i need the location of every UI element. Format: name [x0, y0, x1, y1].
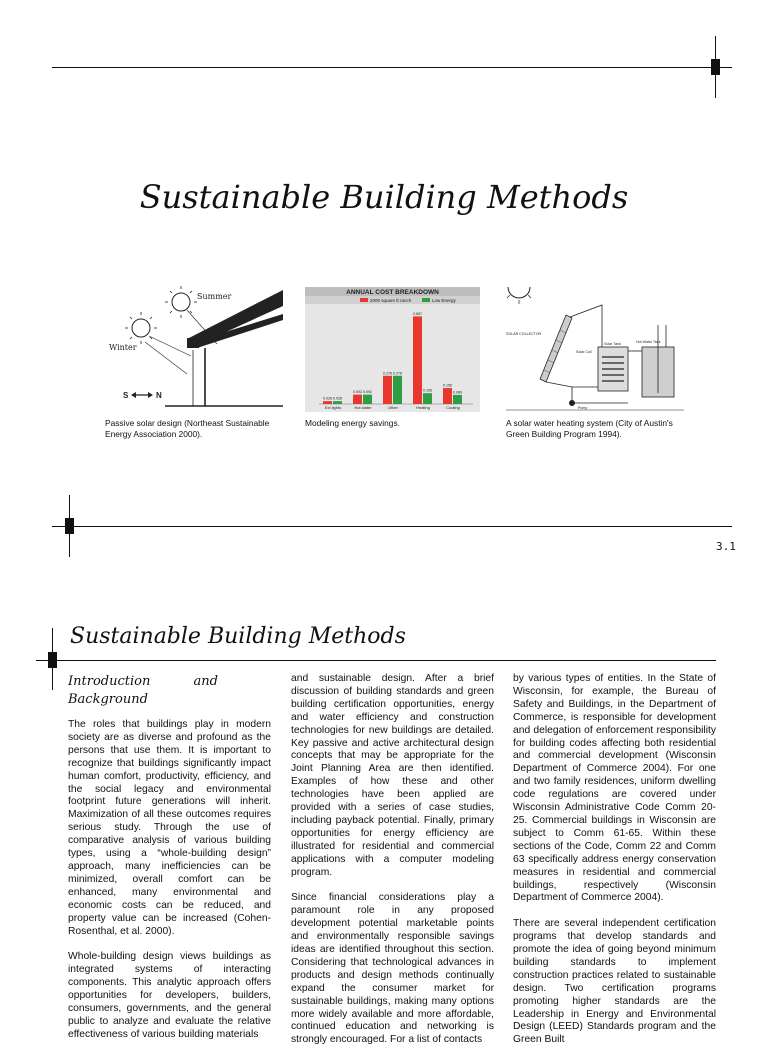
legend-label-series-1: 2000 square ft ranch: [370, 298, 412, 303]
col2-paragraph: Since financial considerations play a paramount role in any proposed development potential marketable points and environmentally responsible savings ideas are identified throughout this section. Considering that technological advances in products and design methods continually expand the consumer market for sustainable buildings, making many options more widely available and more affordable, continued education and networking is strongly encouraged. For a list of contacts: [291, 892, 494, 1046]
summer-sun-icon: [165, 286, 197, 318]
bar-2-cooling: [453, 395, 462, 404]
south-label: S: [123, 391, 129, 400]
winter-sun-icon: [125, 312, 157, 344]
category-tick-label: Other: [387, 405, 399, 410]
legend-label-series-2: Low Energy: [432, 298, 456, 303]
legend-swatch-series-2: [422, 298, 430, 302]
bar-value-label: 0.092: [363, 390, 372, 395]
figure-passive-solar: [105, 284, 285, 414]
solar-water-heating-diagram: [506, 285, 684, 412]
bar-value-label: 0.156: [443, 383, 452, 388]
annual-cost-chart: [305, 287, 480, 412]
category-tick-label: Cooling: [446, 405, 460, 410]
pump-label: Pump: [578, 406, 588, 410]
bar-value-label: 0.857: [413, 311, 422, 316]
bar-value-label: 0.276: [393, 371, 402, 376]
section-subheading: Introduction and Background: [68, 674, 218, 707]
registration-block-top-right: [711, 59, 720, 75]
bar-1-ext-lights: [323, 401, 332, 404]
col3-paragraph: by various types of entities. In the State of Wisconsin, for example, the Bureau of Safety and Buildings, in the Department of Commerce, is responsible for development and delegation of enforcement responsibility for building codes affecting both residential and commercial development (Wisconsin Department of Commerce 2004). For one and two family residences, uniform dwelling code regulations are covered under Wisconsin Administrative Code Comm 20-25. Commercial buildings in Wisconsin are subject to Comm 61-65. Within these sections of the Code, Comm 22 and Comm 63 specifically address energy conservation measures in residential and commercial buildings, respectively (Wisconsin Department of Commerce 2004).: [513, 673, 716, 904]
bar-value-label: 0.276: [383, 371, 392, 376]
column-2: [291, 673, 494, 1060]
column-1: [68, 673, 271, 1055]
page-number: 3.1: [716, 540, 736, 553]
solar-tank-label: Solar Tank: [604, 342, 621, 346]
bar-2-ext-lights: [333, 401, 342, 404]
caption-solar-water-heating: A solar water heating system (City of Austin's Green Building Program 1994).: [506, 418, 673, 439]
bar-value-label: 0.089: [453, 390, 462, 395]
bar-2-other: [393, 376, 402, 404]
bar-1-other: [383, 376, 392, 404]
page-2-rule: [36, 660, 716, 661]
collector-label: SOLAR COLLECTOR: [506, 332, 542, 336]
bar-1-hot-water: [353, 395, 362, 404]
summer-label: Summer: [197, 292, 232, 301]
category-tick-label: Hot water: [354, 405, 372, 410]
bar-2-hot-water: [363, 395, 372, 404]
caption-passive-solar: Passive solar design (Northeast Sustainable Energy Association 2000).: [105, 418, 270, 439]
col1-paragraph: Whole-building design views buildings as integrated systems of interacting components. This analytic approach offers opportunities for developers, builders, consumers, governments, and the general public to analyze and evaluate the relative effectiveness of various building materials: [68, 951, 271, 1040]
bar-value-label: 0.106: [423, 388, 432, 393]
bar-1-heating: [413, 316, 422, 404]
chart-title: ANNUAL COST BREAKDOWN: [346, 289, 439, 296]
legend-swatch-series-1: [360, 298, 368, 302]
figure-energy-chart: [305, 287, 480, 412]
page-2-title: Sustainable Building Methods: [70, 624, 406, 649]
pump-icon: [569, 400, 575, 406]
category-tick-label: Ext lights: [324, 405, 342, 410]
coil-label: Solar Coil: [576, 350, 592, 354]
col1-paragraph: The roles that buildings play in modern society are as diverse and profound as the persons that use them. It is important to recognize that buildings significantly impact human comfort, productivity, efficiency, and the social legacy and environmental footprint future generations will inherit. Maximization of all these outcomes requires serious study. Through the use of comparative analysis of various building types, using a “whole-building design” approach, many inefficiencies can be minimized, overall comfort can be enhanced, many environmental and economic costs can be reduced, and property value can be increased (Cohen-Rosenthal, et al. 2000).: [68, 719, 271, 937]
figure-solar-water-heating: [506, 285, 684, 412]
column-3: [513, 673, 716, 1060]
bar-value-label: 0.028: [333, 396, 342, 401]
hot-water-tank-label: Hot Water Tank: [636, 340, 661, 344]
bar-1-cooling: [443, 388, 452, 404]
passive-solar-diagram: [105, 284, 285, 414]
category-tick-label: Heating: [416, 405, 430, 410]
north-label: N: [156, 391, 162, 400]
col2-paragraph: and sustainable design. After a brief discussion of building standards and green building certification opportunities, energy and water efficiency and construction technologies for new buildings are detailed. Key passive and active architectural design concepts that may be appropriate for the Joint Planning Area are then identified. Examples of how these and other technologies have been applied are provided with a series of case studies, including payback potential. Finally, primary opportunities for energy efficiency are illustrated for residential and commercial applications with a computer modeling program.: [291, 673, 494, 878]
registration-block-page-2: [48, 652, 57, 668]
bar-value-label: 0.028: [323, 396, 332, 401]
bar-value-label: 0.092: [353, 390, 362, 395]
col3-paragraph: There are several independent certification programs that develop standards and promote the idea of going beyond minimum building standards to implement construction practices related to sustainable design. Two certification programs promoting higher standards are the Leadership in Energy and Environmental Design (LEED) Standards program and the Green Built: [513, 918, 716, 1046]
bottom-rule: [52, 526, 732, 527]
top-rule: [52, 67, 732, 68]
registration-block-bottom-left: [65, 518, 74, 534]
text-columns: [0, 673, 768, 1046]
winter-label: Winter: [109, 343, 137, 352]
page-1-title: Sustainable Building Methods: [139, 178, 629, 216]
caption-energy-chart: Modeling energy savings.: [305, 418, 400, 428]
sun-icon: [507, 287, 531, 304]
bar-2-heating: [423, 393, 432, 404]
